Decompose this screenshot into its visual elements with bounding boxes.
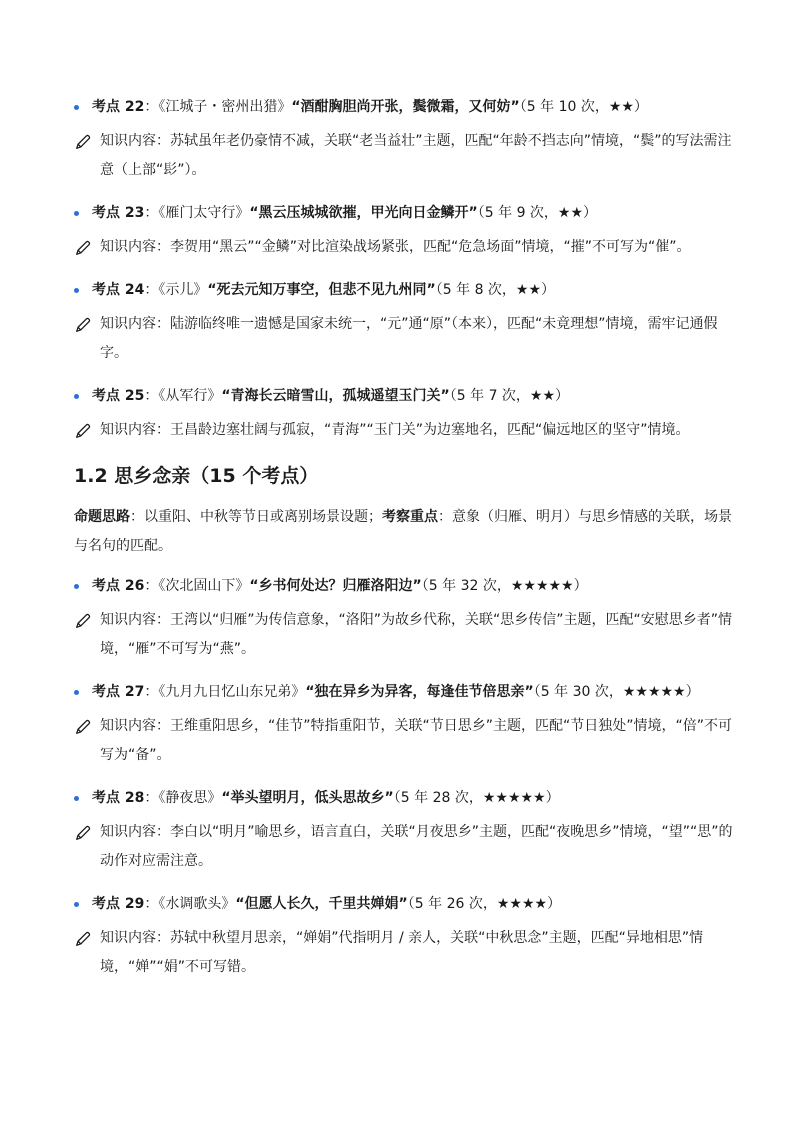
bullet-icon [74, 690, 79, 695]
knowledge-note [74, 127, 742, 185]
point-frequency: （5 年 32 次，★★★★★） [421, 578, 588, 594]
point-label: 考点 22 [92, 99, 145, 115]
point-label: 考点 27 [92, 684, 145, 700]
exam-point [74, 675, 742, 709]
exam-point [74, 273, 742, 307]
knowledge-text: 知识内容：陆游临终唯一遗憾是国家未统一，“元”通“原”（本来），匹配“未竟理想”情境，需牢记通假字。 [100, 316, 718, 361]
point-source: ：《次北固山下》 [144, 578, 250, 594]
point-frequency: （5 年 26 次，★★★★） [407, 896, 562, 912]
knowledge-text: 知识内容：苏轼中秋望月思亲，“婵娟”代指明月 / 亲人，关联“中秋思念”主题，匹配“异地相思”情境，“婵”“娟”不可写错。 [100, 930, 704, 975]
point-label: 考点 24 [92, 282, 145, 298]
point-source: ：《静夜思》 [144, 790, 222, 806]
point-frequency: （5 年 9 次，★★） [477, 205, 598, 221]
knowledge-note [74, 606, 742, 664]
knowledge-text: 知识内容：苏轼虽年老仍豪情不减，关联“老当益壮”主题，匹配“年龄不挡志向”情境，“鬓”的写法需注意（上部“髟”）。 [100, 133, 732, 178]
knowledge-note [74, 310, 742, 368]
exam-point [74, 196, 742, 230]
point-source: ：《江城子・密州出猎》 [144, 99, 292, 115]
point-label: 考点 23 [92, 205, 145, 221]
point-source: ：《雁门太守行》 [144, 205, 250, 221]
pencil-icon [74, 239, 92, 257]
point-label: 考点 28 [92, 790, 145, 806]
point-frequency: （5 年 8 次，★★） [435, 282, 556, 298]
exam-point [74, 90, 742, 124]
intro-label: 命题思路 [74, 509, 130, 525]
knowledge-note [74, 818, 742, 876]
point-quote: “独在异乡为异客，每逢佳节倍思亲” [305, 684, 534, 700]
point-quote: “但愿人长久，千里共婵娟” [235, 896, 408, 912]
knowledge-text: 知识内容：王昌龄边塞壮阔与孤寂，“青海”“玉门关”为边塞地名，匹配“偏远地区的坚守”情境。 [100, 422, 690, 438]
bullet-icon [74, 211, 79, 216]
point-source: ：《九月九日忆山东兄弟》 [144, 684, 306, 700]
point-source: ：《从军行》 [144, 388, 222, 404]
point-quote: “死去元知万事空，但悲不见九州同” [207, 282, 436, 298]
exam-point [74, 887, 742, 921]
document-page [74, 90, 742, 993]
point-quote: “黑云压城城欲摧，甲光向日金鳞开” [249, 205, 478, 221]
knowledge-text: 知识内容：李贺用“黑云”“金鳞”对比渲染战场紧张，匹配“危急场面”情境，“摧”不可写为“催”。 [100, 239, 691, 255]
pencil-icon [74, 133, 92, 151]
knowledge-text: 知识内容：李白以“明月”喻思乡，语言直白，关联“月夜思乡”主题，匹配“夜晚思乡”情境，“望”“思”的动作对应需注意。 [100, 824, 733, 869]
point-quote: “乡书何处达？归雁洛阳边” [249, 578, 422, 594]
bullet-icon [74, 796, 79, 801]
point-label: 考点 25 [92, 388, 145, 404]
pencil-icon [74, 718, 92, 736]
point-quote: “青海长云暗雪山，孤城遥望玉门关” [221, 388, 450, 404]
point-quote: “举头望明月，低头思故乡” [221, 790, 394, 806]
pencil-icon [74, 422, 92, 440]
point-label: 考点 26 [92, 578, 145, 594]
pencil-icon [74, 612, 92, 630]
pencil-icon [74, 316, 92, 334]
pencil-icon [74, 930, 92, 948]
exam-point [74, 781, 742, 815]
intro-text: ：以重阳、中秋等节日或离别场景设题； [130, 509, 382, 525]
section-intro [74, 503, 742, 561]
knowledge-text: 知识内容：王湾以“归雁”为传信意象，“洛阳”为故乡代称，关联“思乡传信”主题，匹配“安慰思乡者”情境，“雁”不可写为“燕”。 [100, 612, 733, 657]
point-frequency: （5 年 10 次，★★） [519, 99, 648, 115]
bullet-icon [74, 288, 79, 293]
section-title: 1.2 思乡念亲（15 个考点） [74, 465, 319, 487]
knowledge-note [74, 233, 742, 262]
point-frequency: （5 年 28 次，★★★★★） [393, 790, 560, 806]
bullet-icon [74, 105, 79, 110]
knowledge-note [74, 416, 742, 445]
point-source: ：《示儿》 [144, 282, 208, 298]
knowledge-note [74, 924, 742, 982]
bullet-icon [74, 584, 79, 589]
point-source: ：《水调歌头》 [144, 896, 236, 912]
knowledge-text: 知识内容：王维重阳思乡，“佳节”特指重阳节，关联“节日思乡”主题，匹配“节日独处”情境，“倍”不可写为“备”。 [100, 718, 733, 763]
point-frequency: （5 年 7 次，★★） [449, 388, 570, 404]
knowledge-note [74, 712, 742, 770]
point-frequency: （5 年 30 次，★★★★★） [533, 684, 700, 700]
bullet-icon [74, 902, 79, 907]
point-quote: “酒酣胸胆尚开张，鬓微霜，又何妨” [291, 99, 520, 115]
bullet-icon [74, 394, 79, 399]
pencil-icon [74, 824, 92, 842]
intro-label: 考察重点 [382, 509, 438, 525]
exam-point [74, 569, 742, 603]
intro-text: ：意象（归雁、明月）与思乡情感的关联，场景与名句的匹配。 [74, 509, 732, 554]
point-label: 考点 29 [92, 896, 145, 912]
exam-point [74, 379, 742, 413]
